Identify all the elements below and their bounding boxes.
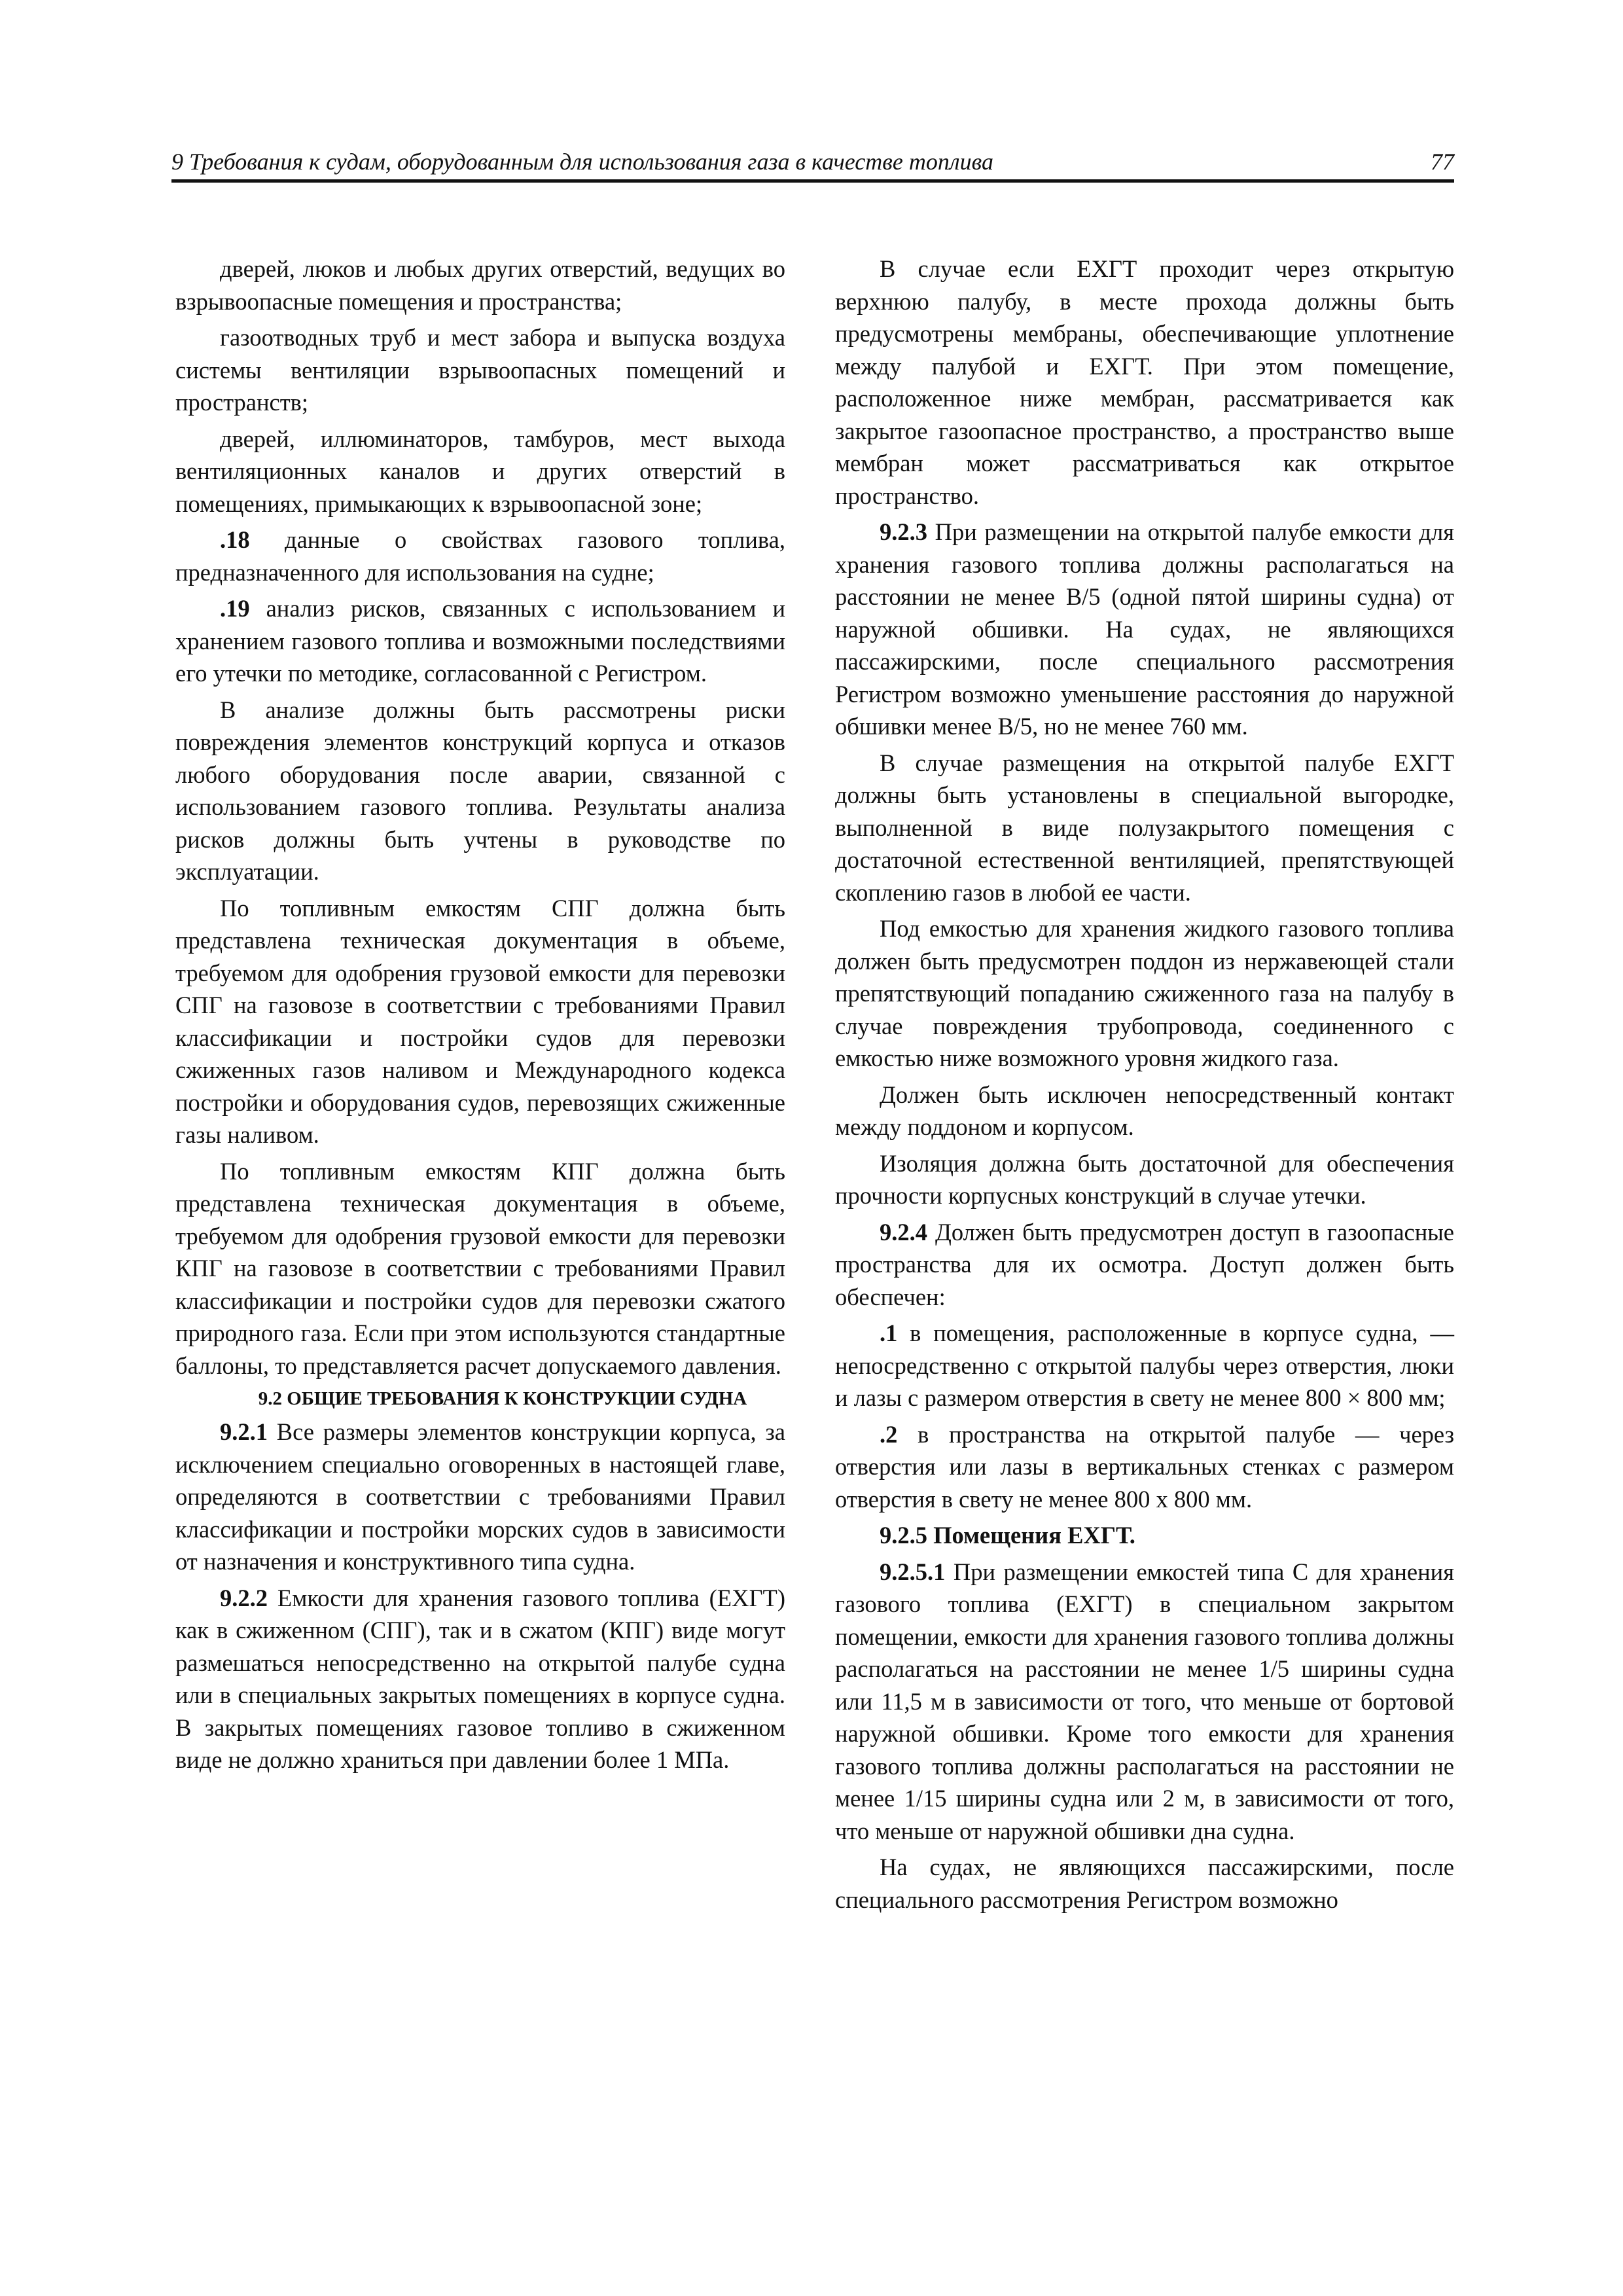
paragraph: В случае если ЕХГТ проходит через открытую верхнюю палубу, в месте прохода должны быть предусмотрены мембраны, обеспечивающие уплотнение между палубой и ЕХГТ. При этом помещение, расположенное ниже мембран, рассматривается как закрытое газоопасное пространство, а пространство выше мембран может рассматриваться как открытое пространство.: [835, 255, 1454, 509]
paragraph: Должен быть исключен непосредственный контакт между поддоном и корпусом.: [835, 1081, 1454, 1140]
paragraph: дверей, люков и любых других отверстий, ведущих во взрывоопасные помещения и пространства;: [175, 255, 785, 315]
paragraph: [835, 1418, 1454, 1516]
paragraph-text: анализ рисков, связанных с использованием и хранением газового топлива и возможными последствиями его утечки по методике, согласованной с Регистром.: [175, 595, 785, 687]
page-number: 77: [1431, 149, 1454, 175]
paragraph-text: При размещении на открытой палубе емкости для хранения газового топлива должны располагаться на расстоянии не менее B/5 (одной пятой ширины судна) от наружной обшивки. На судах, не являющихся пассажирскими, после специального рассмотрения Регистром возможно уменьшение расстояния до наружной обшивки менее B/5, но не менее 760 мм.: [835, 518, 1454, 740]
paragraph: [835, 1216, 1454, 1314]
paragraph: В случае размещения на открытой палубе ЕХГТ должны быть установлены в специальной выгородке, выполненной в виде полузакрытого помещения с достаточной естественной вентиляцией, препятствующей скоплению газов в любой ее части.: [835, 749, 1454, 906]
paragraph: По топливным емкостям СПГ должна быть представлена техническая документация в объеме, требуемом для одобрения грузовой емкости для перевозки СПГ на газовозе в соответствии с требованиями Правил классификации и постройки судов для перевозки сжиженных газов наливом и Международного кодекса постройки и оборудования судов, перевозящих сжиженные газы наливом.: [175, 894, 785, 1148]
clause-number: 9.2.1: [220, 1418, 268, 1445]
paragraph-text: Емкости для хранения газового топлива (ЕХГТ) как в сжиженном (СПГ), так и в сжатом (КПГ) виде могут размешаться непосредственно на открытой палубе судна или в специальных закрытых помещениях в корпусе судна. В закрытых помещениях газовое топливо в сжиженном виде не должно храниться при давлении более 1 МПа.: [175, 1584, 785, 1773]
left-column: [175, 253, 785, 1780]
paragraph: [835, 1556, 1454, 1848]
subsection-heading-text: 9.2.5 Помещения ЕХГТ.: [880, 1522, 1135, 1549]
subsection-heading: [835, 1519, 1454, 1552]
item-number: .19: [220, 595, 250, 622]
clause-number: 9.2.2: [220, 1584, 268, 1611]
paragraph: [175, 524, 785, 588]
paragraph-text: Должен быть предусмотрен доступ в газоопасные пространства для их осмотра. Доступ должен быть обеспечен:: [835, 1218, 1454, 1310]
clause-number: 9.2.4: [880, 1218, 927, 1246]
clause-number: 9.2.5.1: [880, 1558, 946, 1585]
paragraph: На судах, не являющихся пассажирскими, после специального рассмотрения Регистром возможно: [835, 1854, 1454, 1913]
item-number: .2: [880, 1420, 898, 1448]
paragraph: В анализе должны быть рассмотрены риски повреждения элементов конструкций корпуса и отказов любого оборудования после аварии, связанной с использованием газового топлива. Результаты анализа рисков должны быть учтены в руководстве по эксплуатации.: [175, 696, 785, 885]
item-number: .18: [220, 526, 250, 553]
paragraph: Изоляция должна быть достаточной для обеспечения прочности корпусных конструкций в случае утечки.: [835, 1149, 1454, 1209]
paragraph: [175, 592, 785, 690]
running-header-title: 9 Требования к судам, оборудованным для использования газа в качестве топлива: [171, 149, 993, 175]
section-heading: 9.2 ОБЩИЕ ТРЕБОВАНИЯ К КОНСТРУКЦИИ СУДНА: [258, 1388, 747, 1409]
item-number: .1: [880, 1319, 898, 1346]
paragraph-text: При размещении емкостей типа С для хранения газового топлива (ЕХГТ) в специальном закрытом помещении, емкости для хранения газового топлива должны располагаться на расстоянии не менее 1/5 ширины судна или 11,5 м в зависимости от того, что меньше от бортовой наружной обшивки. Кроме того емкости для хранения газового топлива должны располагаться на расстоянии не менее 1/15 ширины судна или 2 м, в зависимости от того, что меньше от наружной обшивки дна судна.: [835, 1558, 1455, 1844]
paragraph-text: данные о свойствах газового топлива, предназначенного для использования на судне;: [175, 526, 785, 586]
paragraph-text: Все размеры элементов конструкции корпуса, за исключением специально оговоренных в настоящей главе, определяются в соответствии с требованиями Правил классификации и постройки морских судов в зависимости от назначения и конструктивного типа судна.: [175, 1418, 785, 1575]
right-column: [835, 253, 1454, 1920]
paragraph-text: в пространства на открытой палубе — через отверстия или лазы в вертикальных стенках с размером отверстия в свету не менее 800 х 800 мм.: [835, 1420, 1454, 1513]
paragraph: [835, 516, 1454, 743]
paragraph: газоотводных труб и мест забора и выпуска воздуха системы вентиляции взрывоопасных помещений и пространств;: [175, 324, 785, 416]
paragraph: По топливным емкостям КПГ должна быть представлена техническая документация в объеме, требуемом для одобрения грузовой емкости для перевозки КПГ на газовозе в соответствии с требованиями Правил классификации и постройки судов для перевозки сжатого природного газа. Если при этом используются стандартные баллоны, то представляется расчет допускаемого давления.: [175, 1157, 785, 1379]
paragraph: [835, 1317, 1454, 1414]
paragraph: дверей, иллюминаторов, тамбуров, мест выхода вентиляционных каналов и других отверстий в помещениях, примыкающих к взрывоопасной зоне;: [175, 425, 785, 517]
paragraph: Под емкостью для хранения жидкого газового топлива должен быть предусмотрен поддон из нержавеющей стали препятствующий попаданию сжиженного газа на палубу в случае повреждения трубопровода, соединенного с емкостью ниже возможного уровня жидкого газа.: [835, 915, 1454, 1071]
running-header: [171, 143, 1454, 183]
paragraph: [175, 1416, 785, 1578]
clause-number: 9.2.3: [880, 518, 927, 545]
paragraph-text: в помещения, расположенные в корпусе судна, — непосредственно с открытой палубы через отверстия, люки и лазы с размером отверстия в свету не менее 800 × 800 мм;: [835, 1319, 1454, 1411]
paragraph: [175, 1582, 785, 1776]
